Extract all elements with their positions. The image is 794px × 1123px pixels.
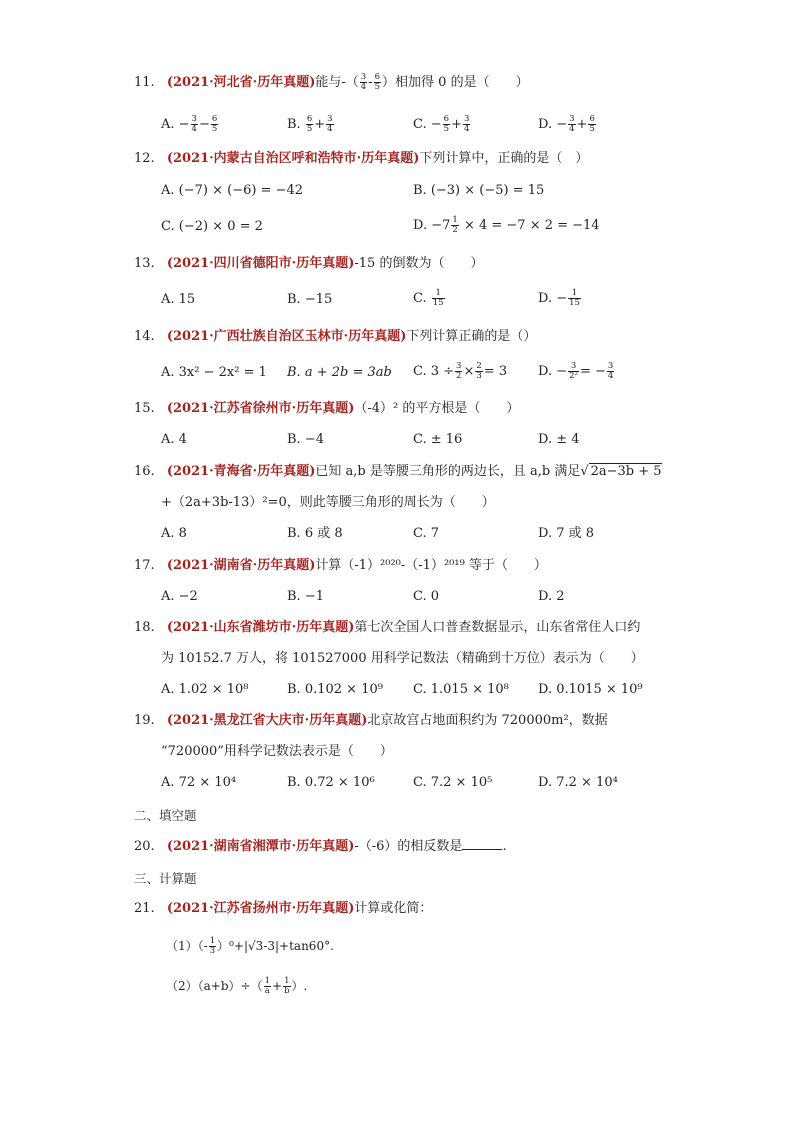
option-d: D. − $\frac{1}{15}$ — [538, 288, 580, 308]
question-number: 20. — [134, 839, 155, 854]
option-b: B. 0.102 × 10⁹ — [287, 682, 383, 697]
option-a: A. −2 — [161, 589, 198, 604]
question-text: -15 的倒数为（ ） — [354, 256, 484, 271]
question-number: 15. — [134, 401, 155, 416]
option-c: C. − $\frac{6}{5}$ + $\frac{3}{4}$ — [413, 114, 470, 134]
question-15 — [134, 400, 519, 418]
question-number: 14. — [134, 329, 155, 344]
question-text: 下列计算正确的是（） — [406, 329, 537, 344]
question-number: 13. — [134, 256, 155, 271]
option-c: C. 1.015 × 10⁸ — [413, 682, 509, 697]
option-a: A. 1.02 × 10⁸ — [161, 682, 249, 697]
option-b: B. −1 — [287, 589, 324, 604]
option-a: A. 3x² − 2x² = 1 — [161, 365, 267, 380]
question-11: 11. (2021·河北省·历年真题)能与-（ $\frac{3}{4}$ - $\frac{6}{5}$ ）相加得 0 的是（ ） — [134, 72, 529, 92]
option-c: C. (−2) × 0 = 2 — [161, 219, 263, 234]
question-12 — [134, 150, 588, 168]
question-16: 16. (2021·青海省·历年真题)已知 a,b 是等腰三角形的两边长，且 a,b 满足√ 2a−3b + 5 — [134, 464, 662, 479]
sub-question-1: （1）（- $\frac{1}{3}$ ）⁰+|√3-3|+tan60°. — [166, 936, 334, 956]
question-source: (2021·山东省潍坊市·历年真题) — [166, 620, 355, 635]
question-text: 已知 a,b 是等腰三角形的两边长，且 a,b 满足 — [315, 464, 581, 479]
option-d: D. − $\frac{3}{\text{2²}}$ = − $\frac{3}{4}$ — [538, 361, 614, 381]
question-text: 下列计算中，正确的是（ ） — [419, 151, 589, 166]
sqrt-expression: 2a−3b + 5 — [590, 464, 662, 479]
question-source: (2021·河北省·历年真题) — [166, 75, 316, 90]
question-16-cont: +（2a+3b-13）²=0，则此等腰三角形的周长为（ ） — [161, 495, 495, 510]
question-number: 17. — [134, 558, 155, 573]
option-a: A. 4 — [161, 432, 187, 447]
option-b: B. (−3) × (−5) = 15 — [413, 183, 545, 198]
option-c: C. $\frac{1}{15}$ — [413, 288, 444, 308]
question-text: 计算或化简： — [354, 901, 433, 916]
question-number: 19. — [134, 713, 155, 728]
question-source: (2021·江苏省扬州市·历年真题) — [166, 901, 355, 916]
fraction: $\frac{3}{4}$ — [360, 72, 367, 92]
question-source: (2021·四川省德阳市·历年真题) — [166, 256, 355, 271]
question-source: (2021·内蒙古自治区呼和浩特市·历年真题) — [166, 151, 420, 166]
question-17 — [134, 557, 547, 575]
question-source: (2021·广西壮族自治区玉林市·历年真题) — [166, 329, 407, 344]
question-text: 能与-（ — [315, 75, 359, 90]
option-b: B. −4 — [287, 432, 324, 447]
option-b: B. $\frac{6}{5}$ + $\frac{3}{4}$ — [287, 114, 333, 134]
option-d: D. 7.2 × 10⁴ — [538, 775, 618, 790]
question-19 — [134, 712, 608, 730]
question-20: 20. (2021·湖南省湘潭市·历年真题)-（-6）的相反数是 . — [134, 839, 507, 854]
question-source: (2021·黑龙江省大庆市·历年真题) — [166, 713, 368, 728]
option-c: C. 7.2 × 10⁵ — [413, 775, 493, 790]
question-source: (2021·湖南省湘潭市·历年真题) — [166, 839, 355, 854]
option-a: A. − $\frac{3}{4}$ − $\frac{6}{5}$ — [161, 114, 218, 134]
option-c: C. 3 ÷ $\frac{3}{2}$ × $\frac{2}{3}$ = 3 — [413, 361, 508, 381]
question-text: -（-6）的相反数是 — [354, 839, 463, 854]
option-c: C. 7 — [413, 526, 440, 541]
option-b: B. a + 2b = 3ab — [287, 365, 392, 380]
option-d: D. 2 — [538, 589, 565, 604]
option-a: A. 8 — [161, 526, 187, 541]
option-b: B. −15 — [287, 292, 333, 307]
option-b: B. 6 或 8 — [287, 526, 343, 541]
question-number: 16. — [134, 464, 155, 479]
question-19-cont: “720000”用科学记数法表示是（ ） — [161, 744, 393, 759]
question-source: (2021·江苏省徐州市·历年真题) — [166, 401, 355, 416]
question-number: 11. — [134, 75, 155, 90]
answer-blank — [462, 837, 502, 850]
question-text: 第七次全国人口普查数据显示，山东省常住人口约 — [354, 620, 641, 635]
option-d: D. ± 4 — [538, 432, 580, 447]
section-heading-fill-in: 二、填空题 — [134, 809, 197, 823]
option-d: D. 0.1015 × 10⁹ — [538, 682, 643, 697]
question-text: 北京故宫占地面积约为 720000m²，数据 — [367, 713, 608, 728]
question-number: 12. — [134, 151, 155, 166]
question-source: (2021·湖南省·历年真题) — [166, 558, 316, 573]
option-d: D. − $\frac{3}{4}$ + $\frac{6}{5}$ — [538, 114, 595, 134]
option-c: C. ± 16 — [413, 432, 463, 447]
option-a: A. (−7) × (−6) = −42 — [161, 183, 304, 198]
question-13 — [134, 255, 483, 273]
question-text: （-4）² 的平方根是（ ） — [354, 401, 520, 416]
option-c: C. 0 — [413, 589, 440, 604]
fraction: $\frac{6}{5}$ — [374, 72, 381, 92]
question-14 — [134, 328, 536, 346]
option-a: A. 15 — [161, 292, 196, 307]
question-source: (2021·青海省·历年真题) — [166, 464, 316, 479]
question-number: 18. — [134, 620, 155, 635]
option-d: D. 7 或 8 — [538, 526, 595, 541]
question-18 — [134, 619, 640, 637]
question-number: 21. — [134, 901, 155, 916]
sub-question-2: （2）（a+b）÷（ $\frac{1}{a}$ + $\frac{1}{b}$ ）. — [166, 976, 308, 996]
section-heading-calculation: 三、计算题 — [134, 872, 197, 886]
option-b: B. 0.72 × 10⁶ — [287, 775, 375, 790]
question-text: 计算（-1）²⁰²⁰-（-1）²⁰¹⁹ 等于（ ） — [315, 558, 547, 573]
option-d: D. −7 $\frac{1}{2}$ × 4 = −7 × 2 = −14 — [413, 215, 600, 235]
question-21 — [134, 900, 432, 918]
option-a: A. 72 × 10⁴ — [161, 775, 237, 790]
question-18-cont: 为 10152.7 万人，将 101527000 用科学记数法（精确到十万位）表示为（ ） — [161, 651, 644, 666]
